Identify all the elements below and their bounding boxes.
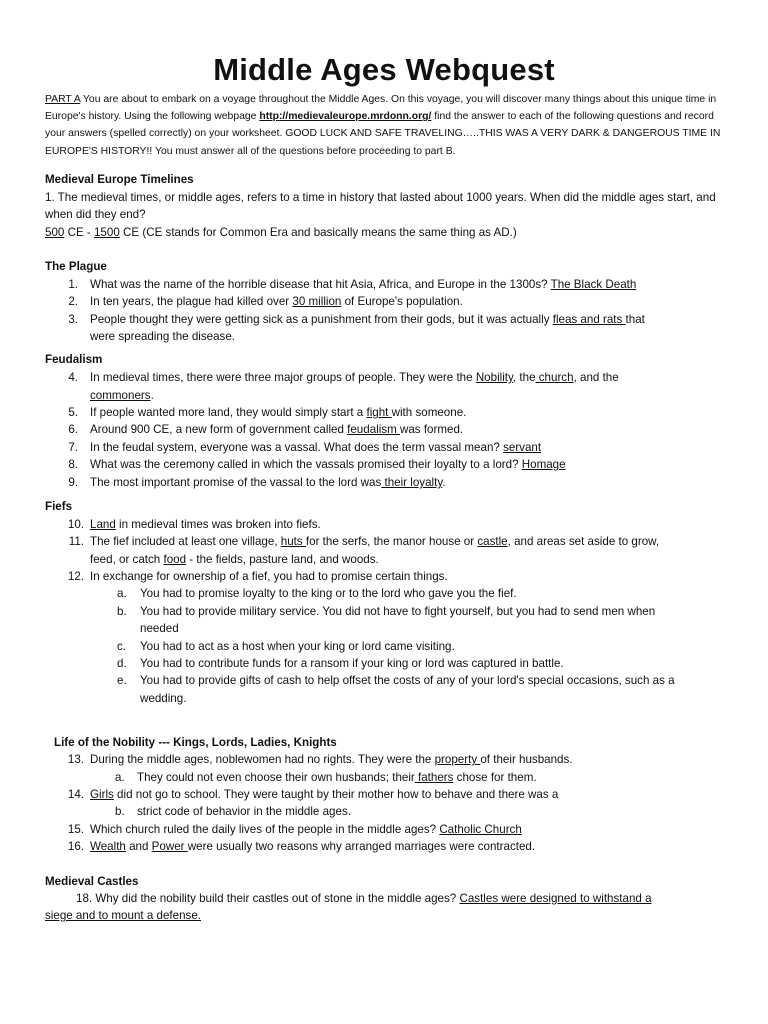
answer-text: fleas and rats [552, 313, 626, 326]
answer-text: servant [503, 441, 542, 454]
answer-text: property [434, 753, 481, 766]
answer-text: church [535, 371, 574, 384]
answer-1-line: 500 CE - 1500 CE (CE stands for Common Era and basically means the same thing as AD.) [45, 226, 517, 239]
section-heading-timelines: Medieval Europe Timelines [45, 173, 194, 186]
part-label: PART A [45, 94, 81, 105]
answer-text: castle [477, 535, 508, 548]
intro-text-2: find the answer to each of the following questions and record your answers (spelled correctly) on your worksheet. GOOD LUCK AND SAFE TRAVELING…..THIS WAS A VERY DARK & DANGEROUS TIME IN EUROPE'S HISTORY!! You must answer all of the questions before proceeding to part B. [45, 111, 721, 157]
answer-text: Power [151, 840, 188, 853]
section-heading-fiefs: Fiefs [45, 500, 73, 513]
answer-text: siege and to mount a defense. [45, 909, 201, 922]
answer-text: The Black Death [550, 278, 637, 291]
webpage-link[interactable]: http://medievaleurope.mrdonn.org/ [259, 111, 432, 123]
intro-text-1: You are about to embark on a voyage throughout the Middle Ages. On this voyage, you will discover many things about this unique time in Europe's history. Using the following webpage [45, 94, 717, 123]
answer-text: Land [90, 518, 116, 531]
section-heading-nobility: Life of the Nobility --- Kings, Lords, Ladies, Knights [54, 736, 337, 749]
answer-text: Catholic Church [439, 823, 522, 836]
answer-text: Wealth [90, 840, 126, 853]
answer-text: food [163, 553, 187, 566]
answer-text: fight [366, 406, 392, 419]
page-title: Middle Ages Webquest [213, 52, 555, 87]
answer-text: Girls [90, 788, 114, 801]
section-heading-plague: The Plague [45, 260, 107, 273]
answer-start-year: 500 [45, 226, 65, 239]
answer-text: 30 million [292, 295, 342, 308]
answer-text: feudalism [347, 423, 400, 436]
answer-text: Castles were designed to withstand a [459, 892, 652, 905]
answer-text: Nobility [475, 371, 513, 384]
answer-end-year: 1500 [93, 226, 120, 239]
section-heading-feudalism: Feudalism [45, 353, 103, 366]
question-1: 1. The medieval times, or middle ages, refers to a time in history that lasted about 1000 years. When did the middle ages start, and when did they end? [45, 191, 716, 222]
answer-text: huts [280, 535, 306, 548]
answer-text: their loyalty [381, 476, 443, 489]
worksheet-page: Middle Ages Webquest PART A You are about to embark on a voyage throughout the Middle Ages. On this voyage, you will discover many things about this unique time in Europe's history. Using the following webpage http://medievaleurope.mrdonn.org/ find the answer to each of the following questions and record your answers (spelled correctly) on your worksheet. GOOD LUCK AND SAFE TRAVELING…..THIS WAS A VERY DARK & DANGEROUS TIME IN EUROPE'S HISTORY!! You must answer all of the questions before proceeding to part B. Medieval Europe Timelines 1. The medieval times, or middle ages, refers to a time in history that lasted about 1000 years. When did the middle ages start, and when did they end? 500 CE - 1500 CE (CE stands for Common Era and basically means the same thing as AD.) The Plague 1. What was the name of the horrible disease that hit Asia, Africa, and Europe in the 1300s? The Black Death 2. In ten years, the plague had killed over 30 million of Europe's population. 3. People thought they were getting sick as a punishment from their gods, but it was actually fleas and rats that were spreading the disease. Feudalism 4. In medieval times, there were three major groups of people. They were the Nobility, the church, and the commoners. 5. If people wanted more land, they would simply start a fight with someone. 6. Around 900 CE, a new form of government called feudalism was formed. 7. In the feudal system, everyone was a vassal. What does the term vassal mean? servant 8. What was the ceremony called in which the vassals promised their loyalty to a lord? Homage 9. The most important promise of the vassal to the lord was their loyalty. Fiefs 10. Land in medieval times was broken into fiefs. 11. The fief included at least one village, huts for the serfs, the manor house or castle, and areas set aside to grow, feed, or catch food - the fields, pasture land, and woods. 12. In exchange for ownership of a fief, you had to promise certain things. a. You had to promise loyalty to the king or to the lord who gave you the fief. b. You had to provide military service. You did not have to fight yourself, but you had to send men when needed c. You had to act as a host when your king or lord came visiting. d. You had to contribute funds for a ransom if your king or lord was captured in battle. e. You had to provide gifts of cash to help offset the costs of any of your lord's special occasions, such as a wedding. Life of the Nobility --- Kings, Lords, Ladies, Knights 13. During the middle ages, noblewomen had no rights. They were the property of their husbands. a. They could not even choose their own husbands; their fathers chose for them. 14. Girls did not go to school. They were taught by their mother how to behave and there was a b. strict code of behavior in the middle ages. 15. Which church ruled the daily lives of the people in the middle ages? Catholic Church 16. Wealth and Power were usually two reasons why arranged marriages were contracted. Medieval Castles 18. Why did the nobility build their castles out of stone in the middle ages? Castles were designed to withstand a siege and to mount a defense. [0, 0, 768, 1024]
answer-text: Homage [521, 458, 566, 471]
answer-text: fathers [414, 771, 454, 784]
section-heading-castles: Medieval Castles [45, 875, 139, 888]
answer-text: commoners [90, 389, 151, 402]
intro-paragraph [45, 91, 725, 160]
